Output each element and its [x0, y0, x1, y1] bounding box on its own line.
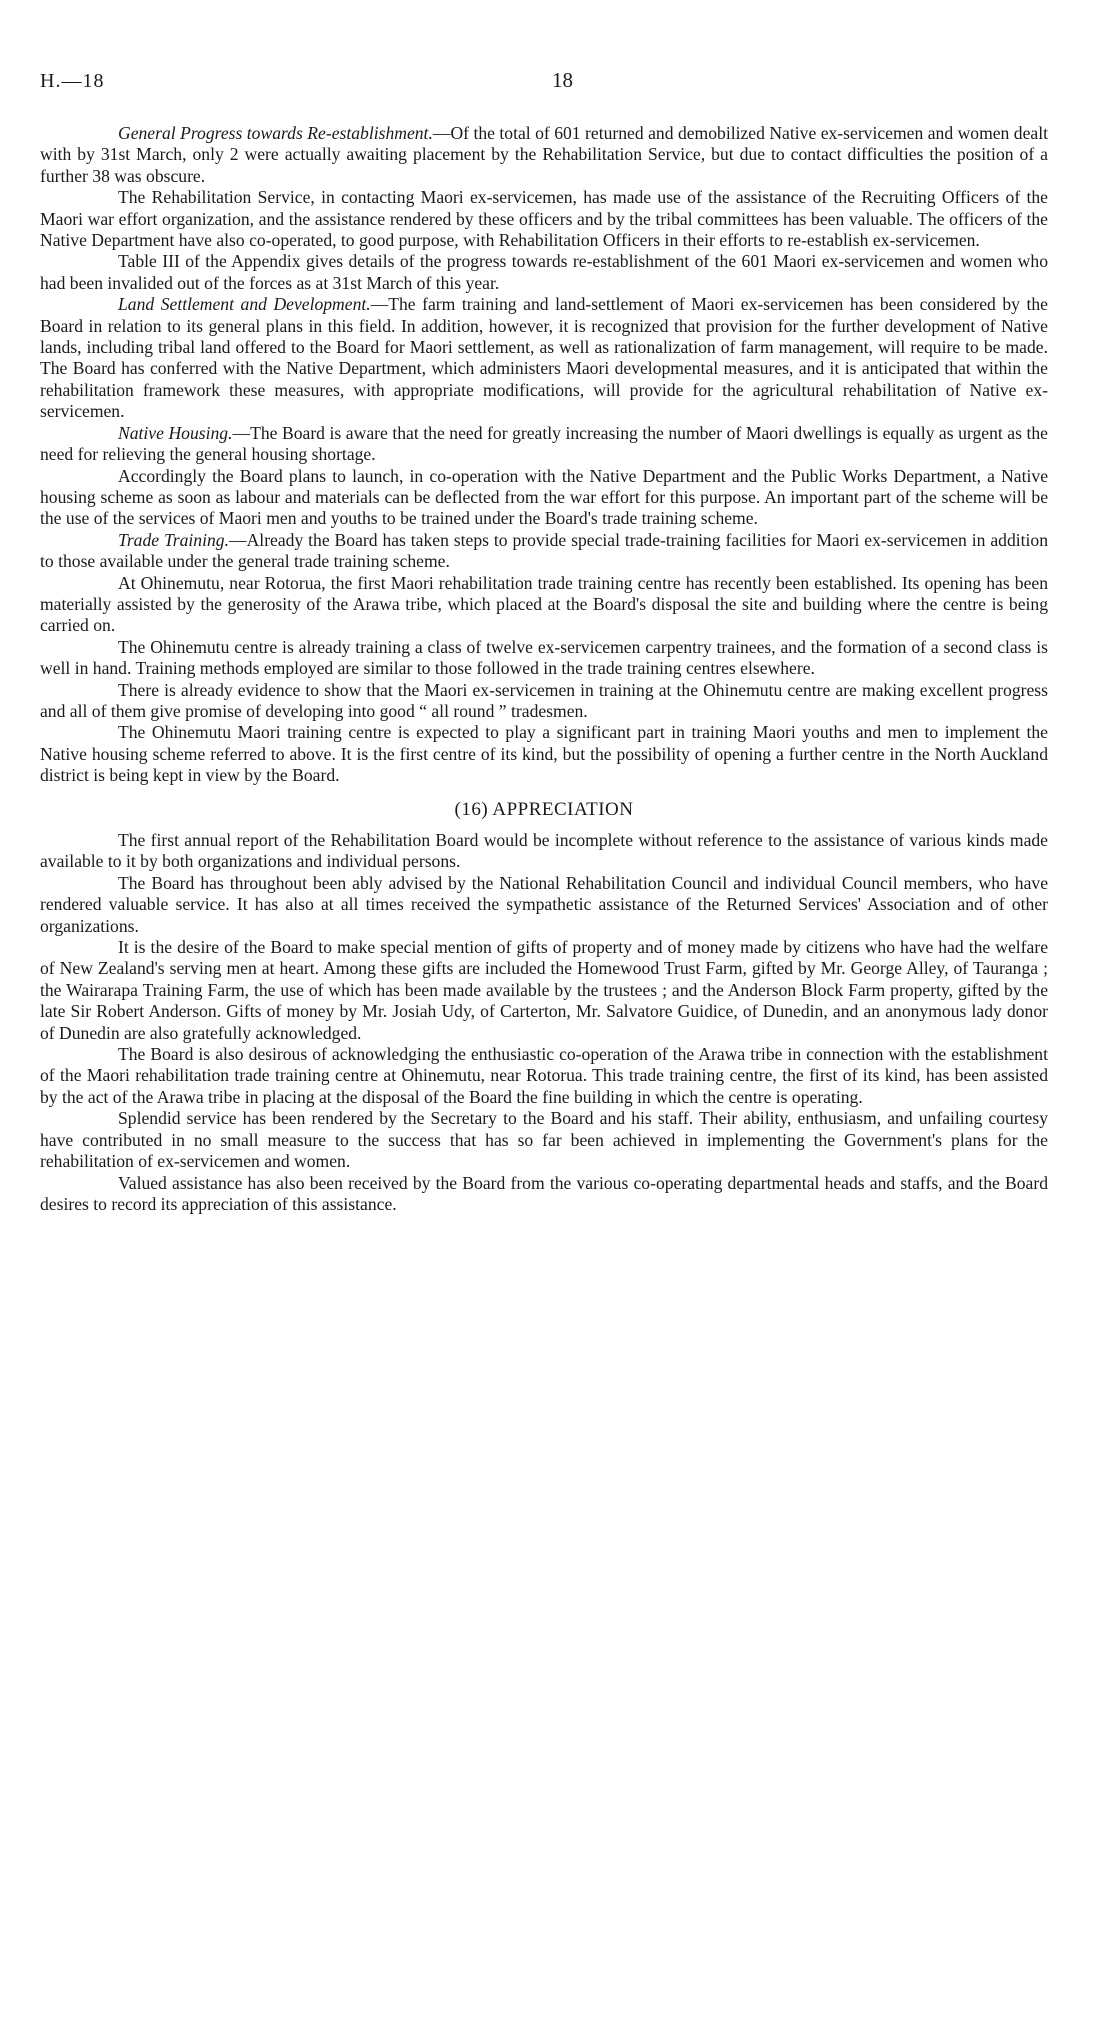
paragraph: Valued assistance has also been received by the Board from the various co-operating departmental heads and staffs, and the Board desires to record its appreciation of this assistance. — [40, 1172, 1048, 1214]
paragraph-heading: Native Housing. — [118, 422, 233, 443]
paragraph: The Ohinemutu Maori training centre is expected to play a significant part in training Maori youths and men to implement the Native housing scheme referred to above. It is the first centre of its kind, but the possibility of opening a further centre in the North Auckland district is being kept in view by the Board. — [40, 722, 1048, 786]
paragraph: General Progress towards Re-establishment.—Of the total of 601 returned and demobilized Native ex-servicemen and women dealt with by 31st March, only 2 were actually awaiting placement by the Rehabilitation Service, but due to contact difficulties the position of a further 38 was obscure. — [40, 123, 1048, 186]
paragraph: Splendid service has been rendered by the Secretary to the Board and his staff. Their ability, enthusiasm, and unfailing courtesy have contributed in no small measure to the success that has so far been achieved in implementing the Government's plans for the rehabilitation of ex-servicemen and women. — [40, 1108, 1048, 1172]
paragraph: It is the desire of the Board to make special mention of gifts of property and of money made by citizens who have had the welfare of New Zealand's serving men at heart. Among these gifts are included the Homewood Trust Farm, gifted by Mr. George Alley, of Tauranga ; the Wairarapa Training Farm, the use of which has been made available by the trustees ; and the Anderson Block Farm property, gifted by the late Sir Robert Anderson. Gifts of money by Mr. Josiah Udy, of Carterton, Mr. Salvatore Guidice, of Dunedin, and an anonymous lady donor of Dunedin are also gratefully acknowledged. — [40, 937, 1048, 1043]
paragraph: The Rehabilitation Service, in contacting Maori ex-servicemen, has made use of the assistance of the Recruiting Officers of the Maori war effort organization, and the assistance rendered by these officers and by the tribal committees has been valuable. The officers of the Native Department have also co-operated, to good purpose, with Rehabilitation Officers in their efforts to re-establish ex-servicemen. — [40, 187, 1048, 251]
paragraph: The first annual report of the Rehabilitation Board would be incomplete without reference to the assistance of various kinds made available to it by both organizations and individual persons. — [40, 830, 1048, 872]
paragraph: Native Housing.—The Board is aware that the need for greatly increasing the number of Maori dwellings is equally as urgent as the need for relieving the general housing shortage. — [40, 422, 1048, 465]
paragraph: Accordingly the Board plans to launch, in co-operation with the Native Department and the Public Works Department, a Native housing scheme as soon as labour and materials can be deflected from the war effort for this purpose. An important part of the scheme will be the use of the services of Maori men and youths to be trained under the Board's trade training scheme. — [40, 465, 1048, 529]
paragraph: The Board has throughout been ably advised by the National Rehabilitation Council and individual Council members, who have rendered valuable service. It has also at all times received the sympathetic assistance of the Returned Services' Association and of other organizations. — [40, 872, 1048, 936]
paragraph: Table III of the Appendix gives details of the progress towards re-establishment of the 601 Maori ex-servicemen and women who had been invalided out of the forces as at 31st March of this year. — [40, 251, 1048, 293]
paragraph-heading: Land Settlement and Development. — [118, 294, 371, 315]
body-text — [40, 123, 1048, 1215]
paragraph: Land Settlement and Development.—The farm training and land-settlement of Maori ex-servicemen has been considered by the Board in relation to its general plans in this field. In addition, however, it is recognized that provision for the further development of Native lands, including tribal land offered to the Board for Maori settlement, as well as rationalization of farm management, will require to be made. The Board has conferred with the Native Department, which administers Maori developmental measures, and it is anticipated that within the rehabilitation framework these measures, with appropriate modifications, will provide for the agricultural rehabilitation of Native ex-servicemen. — [40, 294, 1048, 422]
section-heading: (16) APPRECIATION — [454, 798, 634, 820]
paragraph: The Ohinemutu centre is already training a class of twelve ex-servicemen carpentry trainees, and the formation of a second class is well in hand. Training methods employed are similar to those followed in the trade training centres elsewhere. — [40, 636, 1048, 679]
paragraph: The Board is also desirous of acknowledging the enthusiastic co-operation of the Arawa tribe in connection with the establishment of the Maori rehabilitation trade training centre at Ohinemutu, near Rotorua. This trade training centre, the first of its kind, has been assisted by the act of the Arawa tribe in placing at the disposal of the Board the fine building in which the centre is operating. — [40, 1044, 1048, 1107]
paragraph: Trade Training.—Already the Board has taken steps to provide special trade-training facilities for Maori ex-servicemen in addition to those available under the general trade training scheme. — [40, 529, 1049, 572]
paragraph-heading: Trade Training. — [118, 529, 229, 550]
paragraph: There is already evidence to show that the Maori ex-servicemen in training at the Ohinemutu centre are making excellent progress and all of them give promise of developing into good “ all round ” tradesmen. — [40, 679, 1048, 721]
paragraph: At Ohinemutu, near Rotorua, the first Maori rehabilitation trade training centre has recently been established. Its opening has been materially assisted by the generosity of the Arawa tribe, which placed at the Board's disposal the site and building where the centre is being carried on. — [40, 572, 1048, 636]
paragraph-heading: General Progress towards Re-establishment. — [118, 123, 433, 143]
page-number: 18 — [552, 68, 573, 92]
report-reference: H.—18 — [40, 70, 105, 92]
